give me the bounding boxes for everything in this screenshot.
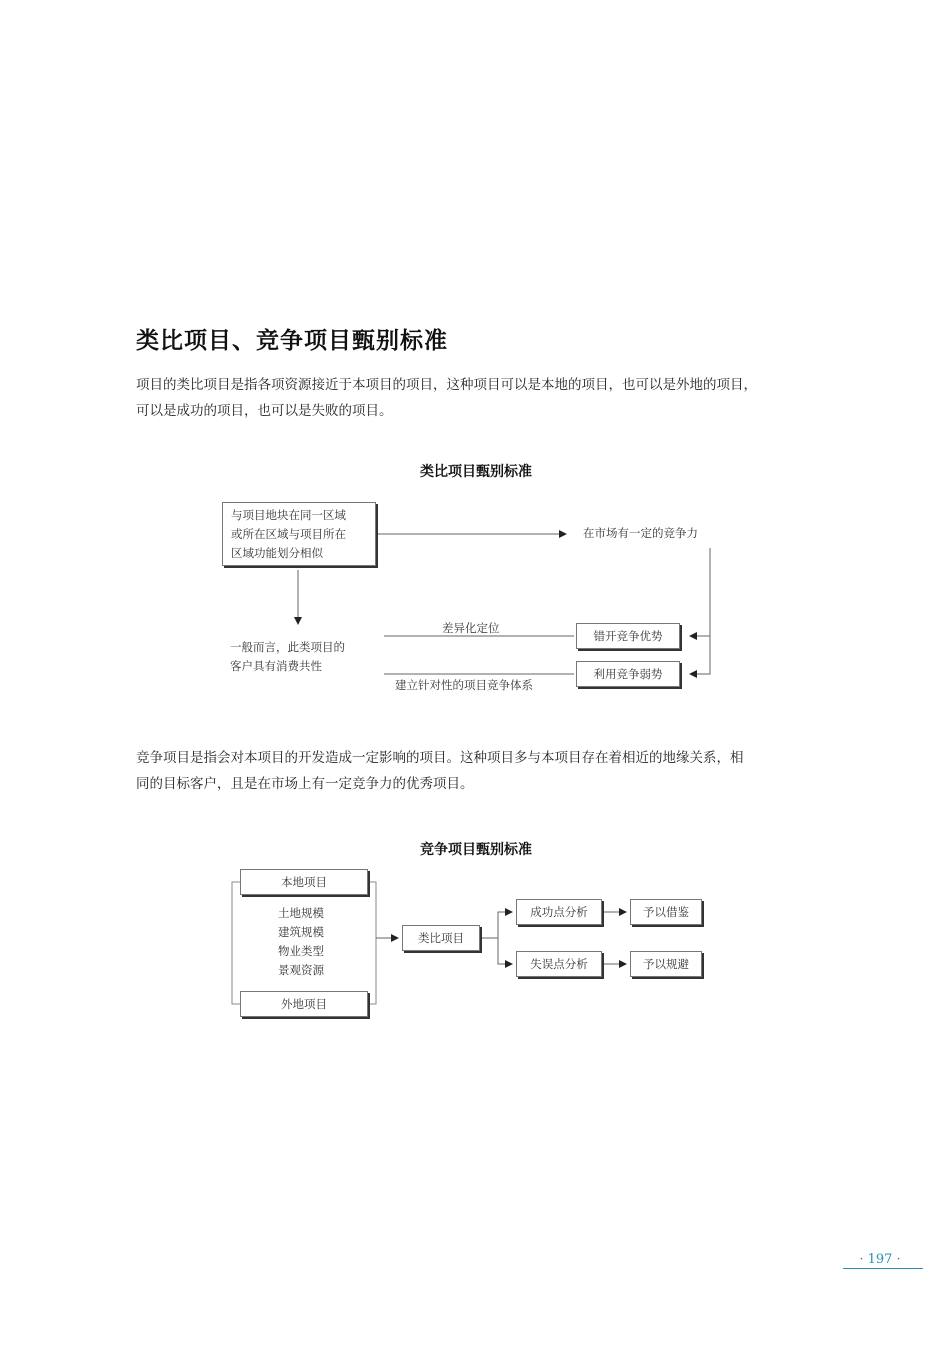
figure1-title: 类比项目甄别标准 [420, 464, 532, 480]
figure2-title: 竞争项目甄别标准 [420, 842, 532, 858]
intro-line-2: 可以是成功的项目，也可以是失败的项目。 [136, 403, 393, 419]
borrow-box: 予以借鉴 [630, 899, 702, 925]
consumer-commonality-text: 一般而言，此类项目的 客户具有消费共性 [230, 640, 345, 673]
page-number: · 197 · [859, 1252, 901, 1267]
page-heading: 类比项目、竞争项目甄别标准 [136, 327, 448, 354]
page-number-rule [843, 1268, 923, 1269]
para2-line-2: 同的目标客户，且是在市场上有一定竞争力的优秀项目。 [136, 776, 474, 792]
para2-line-1: 竞争项目是指会对本项目的开发造成一定影响的项目。这种项目多与本项目存在着相近的地缘关系，相 [136, 750, 744, 766]
remote-project-box: 外地项目 [240, 991, 368, 1017]
success-analysis-box: 成功点分析 [516, 899, 602, 925]
competition-system-label: 建立针对性的项目竞争体系 [395, 678, 533, 692]
similar-project-box: 类比项目 [402, 925, 480, 951]
region-criteria-box: 与项目地块在同一区域 或所在区域与项目所在 区域功能划分相似 [222, 502, 376, 566]
avoid-box: 予以规避 [630, 951, 702, 977]
avoid-advantage-box: 错开竞争优势 [576, 623, 680, 649]
intro-line-1: 项目的类比项目是指各项资源接近于本项目的项目，这种项目可以是本地的项目，也可以是外地的项目， [136, 377, 757, 393]
evaluation-factors: 土地规模 建筑规模 物业类型 景观资源 [278, 906, 324, 977]
market-competitiveness-text: 在市场有一定的竞争力 [583, 526, 698, 540]
use-weakness-box: 利用竞争弱势 [576, 661, 680, 687]
local-project-box: 本地项目 [240, 869, 368, 895]
failure-analysis-box: 失误点分析 [516, 951, 602, 977]
differentiation-label: 差异化定位 [442, 621, 500, 635]
